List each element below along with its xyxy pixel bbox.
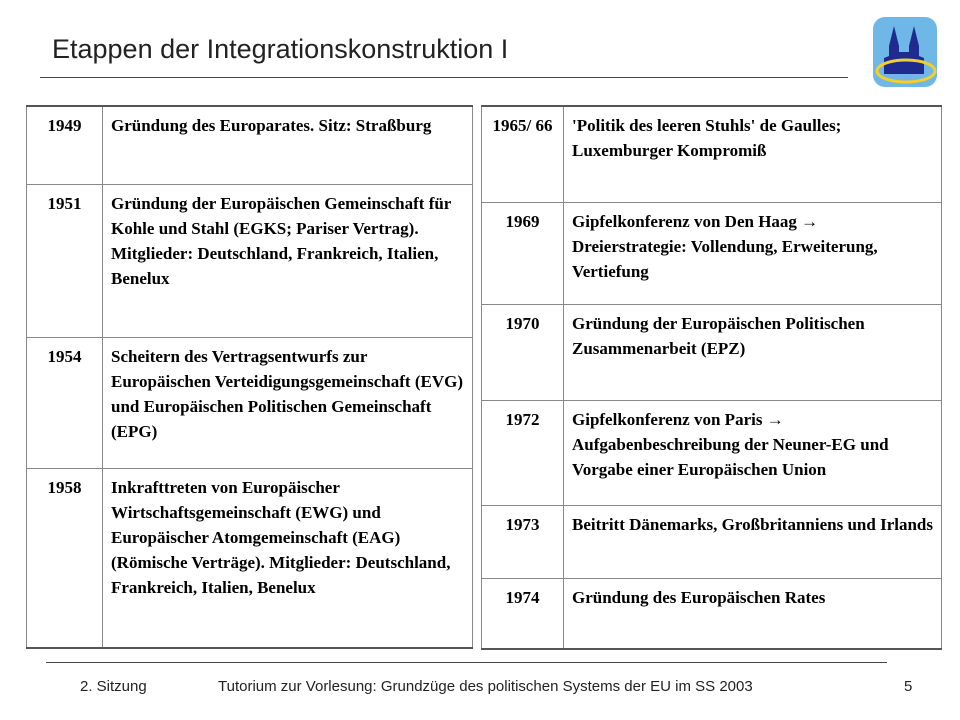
table-row: [482, 505, 942, 578]
event-cell: [103, 337, 473, 468]
year-cell: 1970: [482, 304, 564, 400]
year-cell: 1972: [482, 400, 564, 505]
timeline-table-left: [26, 105, 473, 649]
year-cell: 1958: [27, 468, 103, 648]
slide-title: Etappen der Integrationskonstruktion I: [52, 34, 509, 64]
year-cell: 1969: [482, 202, 564, 304]
table-row: [27, 337, 473, 468]
table-row: [27, 468, 473, 648]
event-cell: 'Politik des leeren Stuhls' de Gaulles; Luxemburger Kompromiß: [564, 106, 942, 202]
page-number: 5: [904, 678, 913, 695]
table-row: [482, 400, 942, 505]
event-cell: Gründung der Europäischen Gemeinschaft für Kohle und Stahl (EGKS; Pariser Vertrag). Mitglieder: Deutschland, Frankreich, Italien, Benelux: [103, 184, 473, 337]
year-cell: 1954: [27, 337, 103, 468]
event-cell: [564, 400, 942, 505]
event-cell: Inkrafttreten von Europäischer Wirtschaftsgemeinschaft (EWG) und Europäischer Atomgemeinschaft (EAG) (Römische Verträge). Mitglieder: Deutschland, Frankreich, Italien, Benelux: [111, 477, 451, 597]
year-cell: 1949: [27, 106, 103, 184]
event-cell: Gründung des Europarates. Sitz: Straßburg: [103, 106, 473, 184]
year-cell: 1974: [482, 578, 564, 649]
table-row: [482, 304, 942, 400]
event-cell-text: Gipfelkonferenz von Paris → Aufgabenbeschreibung der Neuner-EG und Vorgabe einer Europäischen Union: [572, 409, 889, 479]
timeline-table-right: [481, 105, 942, 650]
footer-course-title: Tutorium zur Vorlesung: Grundzüge des politischen Systems der EU im SS 2003: [218, 678, 753, 695]
year-cell: 1973: [482, 505, 564, 578]
event-cell: Gründung der Europäischen Politischen Zusammenarbeit (EPZ): [564, 304, 942, 400]
footer-divider: [46, 662, 887, 663]
event-cell: Gründung des Europäischen Rates: [572, 587, 826, 607]
footer-session: 2. Sitzung: [80, 678, 147, 695]
cathedral-logo-icon: [872, 16, 938, 88]
table-row: [27, 106, 473, 184]
table-row: [482, 578, 942, 649]
year-cell: 1951: [27, 184, 103, 337]
table-row: [482, 202, 942, 304]
table-row: [482, 106, 942, 202]
year-cell: 1965/ 66: [482, 106, 564, 202]
event-cell-text: Scheitern des Vertragsentwurfs zur Europäischen Verteidigungsgemeinschaft (EVG) und Europäischen Politischen Gemeinschaft (EPG): [111, 346, 463, 441]
event-cell: Gipfelkonferenz von Den Haag → Dreierstrategie: Vollendung, Erweiterung, Vertiefung: [564, 202, 942, 304]
title-divider: [40, 77, 848, 78]
event-cell: Beitritt Dänemarks, Großbritanniens und Irlands: [564, 505, 942, 578]
table-row: [27, 184, 473, 337]
